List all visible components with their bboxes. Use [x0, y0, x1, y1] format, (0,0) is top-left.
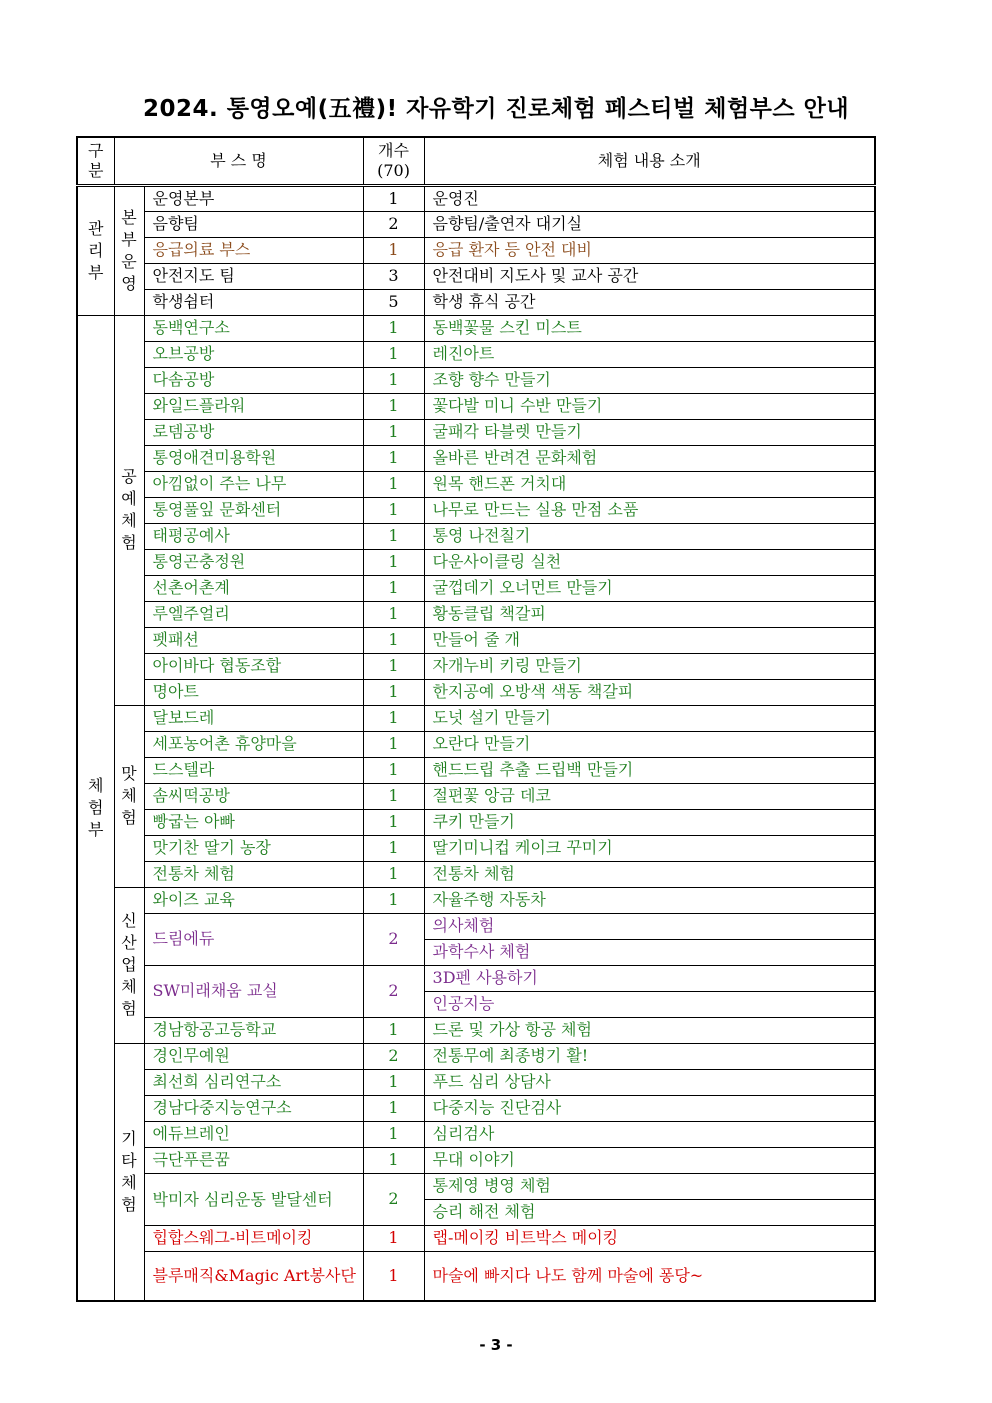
header-category: 구 분	[77, 137, 114, 185]
group-experience: 체 험 부	[77, 315, 114, 1301]
booth-content: 굴패각 타블렛 만들기	[424, 419, 875, 445]
booth-name: 응급의료 부스	[144, 237, 363, 263]
booth-content: 나무로 만드는 실용 만점 소품	[424, 497, 875, 523]
booth-name: 태평공예사	[144, 523, 363, 549]
booth-content: 다중지능 진단검사	[424, 1095, 875, 1121]
booth-name: 아낌없이 주는 나무	[144, 471, 363, 497]
booth-name: 운영본부	[144, 185, 363, 211]
booth-count: 1	[363, 653, 424, 679]
booth-content: 심리검사	[424, 1121, 875, 1147]
booth-name: 통영풀잎 문화센터	[144, 497, 363, 523]
booth-count: 1	[363, 861, 424, 887]
booth-content: 핸드드립 추출 드립백 만들기	[424, 757, 875, 783]
booth-count: 1	[363, 471, 424, 497]
booth-name: 통영애견미용학원	[144, 445, 363, 471]
booth-content: 원목 핸드폰 거치대	[424, 471, 875, 497]
booth-name: 에듀브레인	[144, 1121, 363, 1147]
booth-count: 1	[363, 835, 424, 861]
booth-count: 1	[363, 627, 424, 653]
booth-count: 2	[363, 965, 424, 1017]
booth-count: 1	[363, 419, 424, 445]
group-taste: 맛 체 험	[114, 705, 144, 887]
booth-content: 푸드 심리 상담사	[424, 1069, 875, 1095]
booth-content: 자율주행 자동차	[424, 887, 875, 913]
booth-content: 쿠키 만들기	[424, 809, 875, 835]
booth-count: 1	[363, 523, 424, 549]
booth-content: 레진아트	[424, 341, 875, 367]
booth-content: 오란다 만들기	[424, 731, 875, 757]
booth-content: 마술에 빠지다 나도 함께 마술에 퐁당~	[424, 1251, 875, 1301]
booth-count: 3	[363, 263, 424, 289]
booth-count: 1	[363, 445, 424, 471]
booth-name: 안전지도 팀	[144, 263, 363, 289]
booth-content: 황동클립 책갈피	[424, 601, 875, 627]
booth-count: 1	[363, 679, 424, 705]
group-craft: 공 예 체 험	[114, 315, 144, 705]
group-admin: 관 리 부	[77, 185, 114, 315]
header-content: 체험 내용 소개	[424, 137, 875, 185]
booth-count: 1	[363, 237, 424, 263]
booth-content: 학생 휴식 공간	[424, 289, 875, 315]
booth-content: 한지공예 오방색 색동 책갈피	[424, 679, 875, 705]
booth-count: 1	[363, 731, 424, 757]
group-etc: 기 타 체 험	[114, 1043, 144, 1301]
booth-content: 드론 및 가상 항공 체험	[424, 1017, 875, 1043]
booth-count: 1	[363, 1121, 424, 1147]
booth-count: 2	[363, 913, 424, 965]
booth-name: 맛기찬 딸기 농장	[144, 835, 363, 861]
booth-count: 1	[363, 1225, 424, 1251]
booth-content: 조향 향수 만들기	[424, 367, 875, 393]
booth-count: 1	[363, 705, 424, 731]
booth-content: 무대 이야기	[424, 1147, 875, 1173]
booth-content: 통영 나전칠기	[424, 523, 875, 549]
booth-name: 달보드레	[144, 705, 363, 731]
booth-count: 1	[363, 783, 424, 809]
booth-name: 오브공방	[144, 341, 363, 367]
page-title: 2024. 통영오예(五禮)! 자유학기 진로체험 페스티벌 체험부스 안내	[142, 96, 850, 122]
booth-content: 랩-메이킹 비트박스 메이킹	[424, 1225, 875, 1251]
booth-count: 1	[363, 1069, 424, 1095]
booth-count: 1	[363, 887, 424, 913]
booth-name: 극단푸른꿈	[144, 1147, 363, 1173]
booth-name: 와이즈 교육	[144, 887, 363, 913]
booth-count: 2	[363, 1173, 424, 1225]
booth-name: 루엘주얼리	[144, 601, 363, 627]
page-number: - 3 -	[479, 1336, 513, 1354]
booth-content: 음향팀/출연자 대기실	[424, 211, 875, 237]
booth-count: 1	[363, 497, 424, 523]
booth-content: 딸기미니컵 케이크 꾸미기	[424, 835, 875, 861]
booth-name: 학생쉼터	[144, 289, 363, 315]
booth-content: 꽃다발 미니 수반 만들기	[424, 393, 875, 419]
booth-name: 빵굽는 아빠	[144, 809, 363, 835]
group-admin-sub: 본 부 운 영	[114, 185, 144, 315]
booth-content: 응급 환자 등 안전 대비	[424, 237, 875, 263]
booth-name: 동백연구소	[144, 315, 363, 341]
booth-count: 5	[363, 289, 424, 315]
booth-count: 2	[363, 1043, 424, 1069]
header-count: 개수 (70)	[363, 137, 424, 185]
booth-name: 전통차 체험	[144, 861, 363, 887]
booth-name: 드스텔라	[144, 757, 363, 783]
booth-content: 만들어 줄 개	[424, 627, 875, 653]
booth-name: 최선희 심리연구소	[144, 1069, 363, 1095]
booth-count: 2	[363, 211, 424, 237]
booth-name: 힙합스웨그-비트메이킹	[144, 1225, 363, 1251]
booth-name: 다솜공방	[144, 367, 363, 393]
booth-name: 경남다중지능연구소	[144, 1095, 363, 1121]
booth-content: 굴껍데기 오너먼트 만들기	[424, 575, 875, 601]
booth-count: 1	[363, 1147, 424, 1173]
booth-content: 3D펜 사용하기	[424, 965, 875, 991]
booth-name: 경인무예원	[144, 1043, 363, 1069]
group-new-industry: 신 산 업 체 험	[114, 887, 144, 1043]
booth-count: 1	[363, 367, 424, 393]
booth-content: 자개누비 키링 만들기	[424, 653, 875, 679]
booth-name: 블루매직&Magic Art봉사단	[144, 1251, 363, 1301]
booth-content: 다운사이클링 실천	[424, 549, 875, 575]
booth-count: 1	[363, 393, 424, 419]
booth-content: 인공지능	[424, 991, 875, 1017]
booth-name: 통영곤충정원	[144, 549, 363, 575]
booth-name: 박미자 심리운동 발달센터	[144, 1173, 363, 1225]
booth-name: 세포농어촌 휴양마을	[144, 731, 363, 757]
booth-content: 도넛 설기 만들기	[424, 705, 875, 731]
booth-count: 1	[363, 757, 424, 783]
booth-content: 과학수사 체험	[424, 939, 875, 965]
booth-name: 와일드플라워	[144, 393, 363, 419]
booth-count: 1	[363, 341, 424, 367]
booth-count: 1	[363, 1251, 424, 1301]
booth-count: 1	[363, 809, 424, 835]
booth-content: 올바른 반려견 문화체험	[424, 445, 875, 471]
booth-count: 1	[363, 575, 424, 601]
booth-name: 아이바다 협동조합	[144, 653, 363, 679]
booth-name: 음향팀	[144, 211, 363, 237]
booth-name: 드림에듀	[144, 913, 363, 965]
booth-content: 운영진	[424, 185, 875, 211]
booth-content: 통제영 병영 체험	[424, 1173, 875, 1199]
booth-name: 명아트	[144, 679, 363, 705]
booth-name: SW미래채움 교실	[144, 965, 363, 1017]
booth-content: 동백꽃물 스킨 미스트	[424, 315, 875, 341]
booth-name: 선촌어촌계	[144, 575, 363, 601]
booth-content: 안전대비 지도사 및 교사 공간	[424, 263, 875, 289]
booth-name: 솜씨떡공방	[144, 783, 363, 809]
booth-name: 로뎀공방	[144, 419, 363, 445]
booth-content: 절편꽃 앙금 데코	[424, 783, 875, 809]
booth-content: 승리 해전 체험	[424, 1199, 875, 1225]
booth-name: 펫패션	[144, 627, 363, 653]
booth-count: 1	[363, 601, 424, 627]
booth-content: 전통무예 최종병기 활!	[424, 1043, 875, 1069]
booth-count: 1	[363, 1017, 424, 1043]
header-booth-name: 부 스 명	[114, 137, 363, 185]
booth-count: 1	[363, 315, 424, 341]
booth-table	[76, 136, 876, 1302]
booth-count: 1	[363, 1095, 424, 1121]
booth-content: 의사체험	[424, 913, 875, 939]
booth-count: 1	[363, 185, 424, 211]
booth-name: 경남항공고등학교	[144, 1017, 363, 1043]
booth-content: 전통차 체험	[424, 861, 875, 887]
booth-count: 1	[363, 549, 424, 575]
